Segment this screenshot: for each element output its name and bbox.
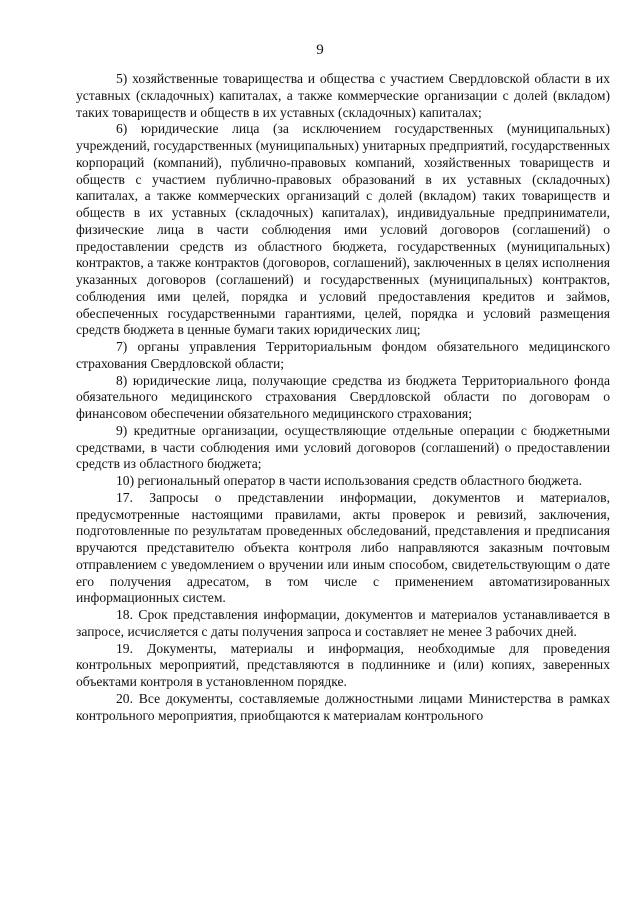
paragraph-item-9: 9) кредитные организации, осуществляющие отдельные операции с бюджетными средствами, в части соблюдения ими условий договоров (соглашений) о предоставлении средств из областного бюджета; (76, 422, 610, 472)
paragraph-clause-17: 17. Запросы о представлении информации, документов и материалов, предусмотренные настоящими правилами, акты проверок и ревизий, заключения, подготовленные по результатам проведенных обследований, представления и предписания вручаются представителю объекта контроля либо направляются заказным почтовым отправлением с уведомлением о вручении или иным способом, свидетельствующим о дате его получения адресатом, в том числе с применением автоматизированных информационных систем. (76, 489, 610, 606)
page-number: 9 (316, 42, 324, 58)
paragraph-item-8: 8) юридические лица, получающие средства из бюджета Территориального фонда обязательного медицинского страхования Свердловской области по договорам о финансовом обеспечении обязательного медицинского страхования; (76, 372, 610, 421)
paragraph-clause-18: 18. Срок представления информации, документов и материалов устанавливается в запросе, исчисляется с даты получения запроса и составляет не менее 3 рабочих дней. (76, 607, 610, 639)
paragraph-clause-19: 19. Документы, материалы и информация, необходимые для проведения контрольных мероприятий, представляются в подлиннике и (или) копиях, заверенных объектами контроля в установленном порядке. (76, 640, 610, 689)
paragraph-item-10: 10) региональный оператор в части использования средств областного бюджета. (116, 473, 583, 488)
paragraph-item-7: 7) органы управления Территориальным фондом обязательного медицинского страхования Свердловской области; (76, 339, 610, 371)
paragraph-item-5: 5) хозяйственные товарищества и общества с участием Свердловской области в их уставных (складочных) капиталах, а также коммерческие организации с долей (вкладом) таких товариществ и обществ в их уставных (складочных) капиталах; (76, 71, 610, 120)
paragraph-item-6: 6) юридические лица (за исключением государственных (муниципальных) учреждений, государственных (муниципальных) унитарных предприятий, государственных корпораций (компаний), публично-правовых компаний, хозяйственных товариществ и обществ с участием публично-правовых образований в их уставных (складочных) капиталах, а также коммерческих организаций с долей (вкладом) таких товариществ и обществ в их уставных (складочных) капиталах), индивидуальные предприниматели, физические лица в части соблюдения ими условий договоров (соглашений) о предоставлении средств из областного бюджета, государственных (муниципальных) контрактов, а также контрактов (договоров, соглашений), заключенных в целях исполнения указанных договоров (соглашений) и государственных (муниципальных) контрактов, соблюдения ими целей, порядка и условий предоставления кредитов и займов, обеспеченных государственными гарантиями, целей, порядка и условий размещения средств бюджета в ценные бумаги таких юридических лиц; (76, 121, 610, 338)
document-body (76, 71, 610, 724)
paragraph-clause-20: 20. Все документы, составляемые должностными лицами Министерства в рамках контрольного мероприятия, приобщаются к материалам контрольного (76, 690, 610, 723)
